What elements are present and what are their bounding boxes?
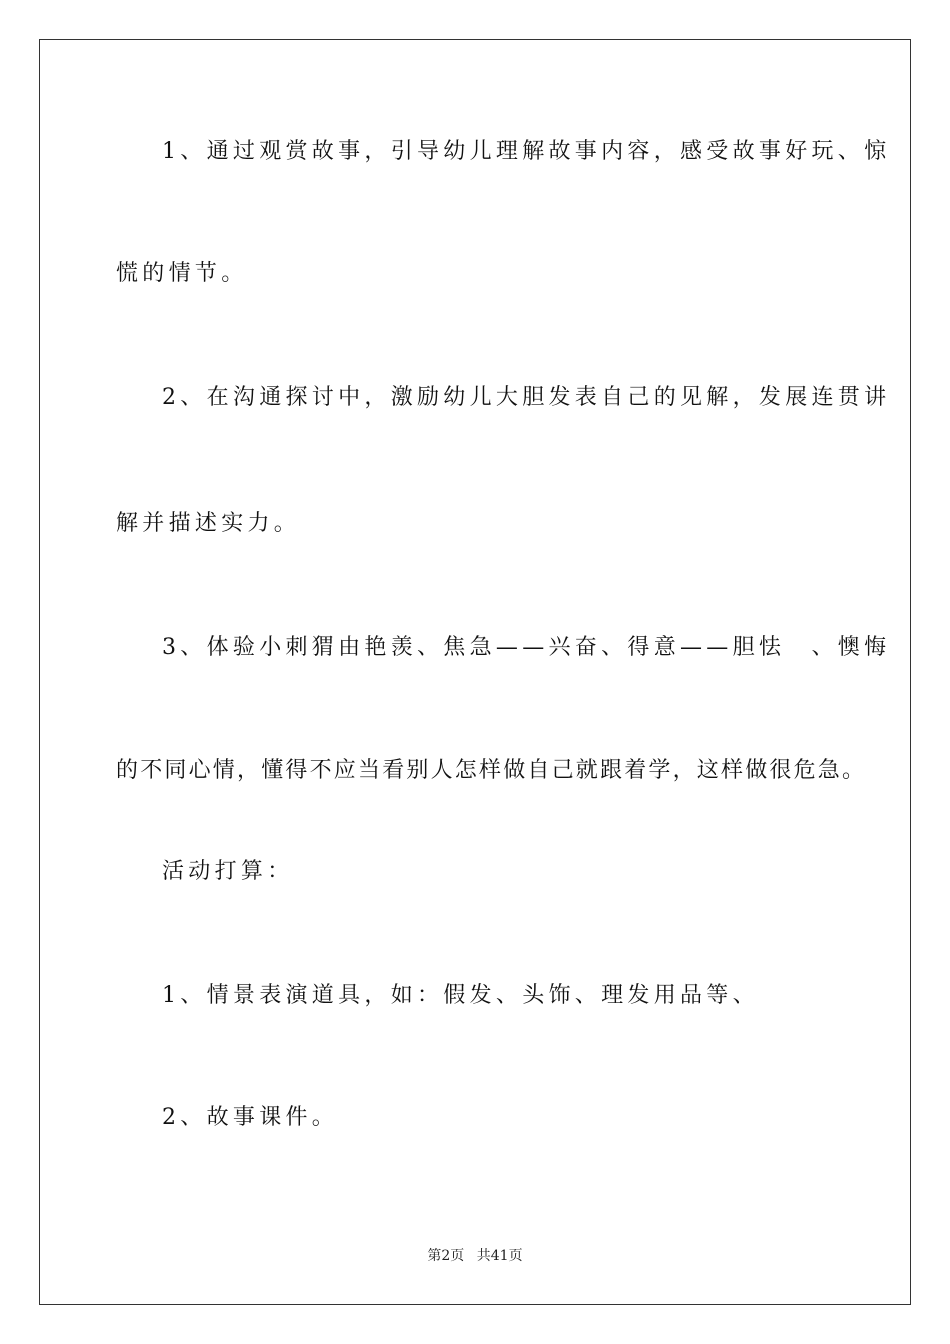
list-item: 1、情景表演道具，如：假发、头饰、理发用品等、 (162, 983, 759, 1008)
page-total: 共41页 (476, 1248, 523, 1264)
paragraph-line: 慌的情节。 (116, 261, 248, 286)
paragraph-line: 解并描述实力。 (116, 511, 301, 536)
section-heading: 活动打算： (162, 859, 294, 884)
page-number: 第2页 (427, 1248, 465, 1264)
list-item: 2、故事课件。 (162, 1105, 339, 1130)
paragraph-line: 3、体验小刺猬由艳羡、焦急——兴奋、得意——胆怯 、懊悔 (162, 635, 891, 660)
paragraph-line: 1、通过观赏故事，引导幼儿理解故事内容，感受故事好玩、惊 (162, 139, 891, 164)
page-footer (0, 1246, 950, 1266)
paragraph-line: 的不同心情，懂得不应当看别人怎样做自己就跟着学，这样做很危急。 (116, 758, 867, 783)
paragraph-line: 2、在沟通探讨中，激励幼儿大胆发表自己的见解，发展连贯讲 (162, 385, 891, 410)
